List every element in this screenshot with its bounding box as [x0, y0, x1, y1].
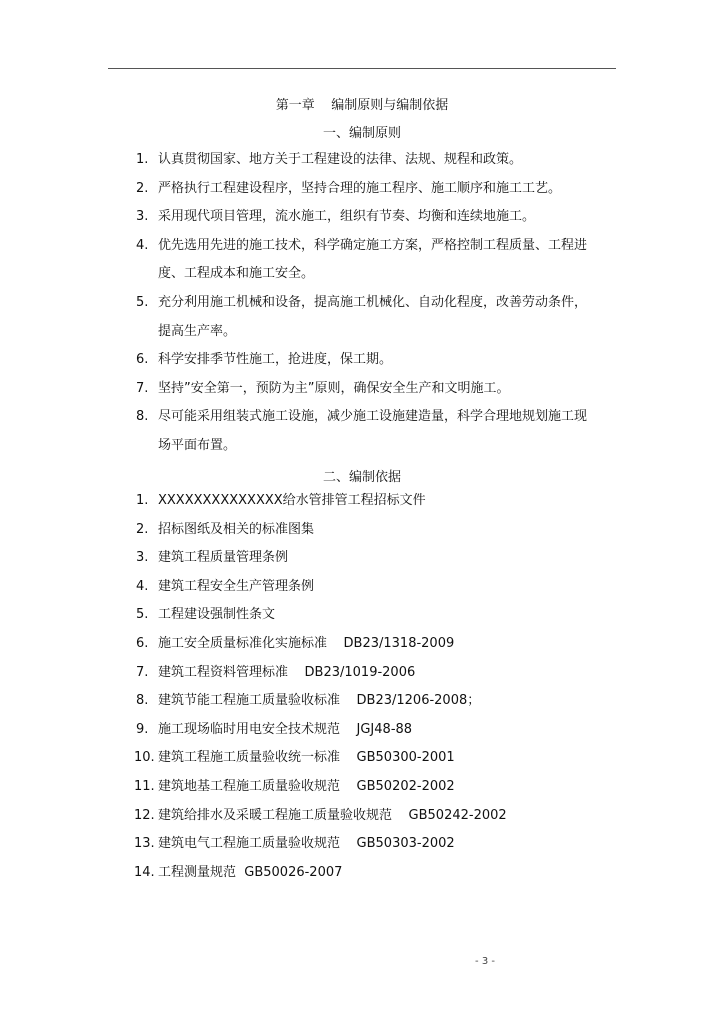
item-number: 9.	[136, 721, 149, 737]
list-item	[136, 573, 596, 602]
item-number: 11.	[134, 778, 155, 794]
chapter-title: 第一章 编制原则与编制依据	[275, 98, 449, 113]
list-item	[136, 516, 596, 545]
item-text: 建筑工程施工质量验收统一标准 GB50300-2001	[158, 750, 455, 766]
list-item	[136, 601, 596, 630]
section-title-basis: 二、编制依据	[322, 470, 401, 485]
item-text: 建筑给排水及采暖工程施工质量验收规范 GB50242-2002	[158, 807, 507, 823]
item-number: 14.	[134, 864, 155, 880]
item-number: 13.	[134, 836, 155, 852]
item-number: 4.	[136, 237, 149, 253]
item-text: 采用现代项目管理，流水施工，组织有节奏、均衡和连续地施工。	[158, 209, 536, 225]
item-number: 5.	[136, 607, 149, 623]
section-title-principles: 一、编制原则	[322, 126, 401, 141]
item-text: 招标图纸及相关的标准图集	[158, 521, 315, 537]
item-text: 充分利用施工机械和设备，提高施工机械化、自动化程度，改善劳动条件，提高生产率。	[158, 294, 588, 339]
item-number: 10.	[134, 750, 155, 766]
item-text: 建筑电气工程施工质量验收规范 GB50303-2002	[158, 836, 455, 852]
item-text: 严格执行工程建设程序，坚持合理的施工程序、施工顺序和施工工艺。	[158, 180, 562, 196]
item-text: XXXXXXXXXXXXXX给水管排管工程招标文件	[158, 493, 426, 508]
item-number: 5.	[136, 294, 149, 310]
item-number: 3.	[136, 209, 149, 225]
page-number: - 3 -	[475, 956, 495, 967]
list-item	[136, 716, 596, 745]
item-number: 6.	[136, 352, 149, 368]
list-item	[136, 232, 596, 289]
item-text: 认真贯彻国家、地方关于工程建设的法律、法规、规程和政策。	[158, 152, 523, 167]
item-text: 建筑工程资料管理标准 DB23/1019-2006	[158, 664, 416, 680]
item-text: 施工现场临时用电安全技术规范 JGJ48-88	[158, 721, 413, 737]
item-text: 坚持”安全第一，预防为主”原则，确保安全生产和文明施工。	[158, 380, 510, 396]
item-text: 建筑地基工程施工质量验收规范 GB50202-2002	[158, 778, 455, 794]
item-text: 建筑工程安全生产管理条例	[158, 578, 315, 594]
list-item	[136, 744, 596, 773]
item-number: 6.	[136, 635, 149, 651]
item-text: 尽可能采用组装式施工设施，减少施工设施建造量，科学合理地规划施工现场平面布置。	[158, 409, 588, 453]
list-item	[136, 375, 596, 404]
list-item	[136, 175, 596, 204]
list-item	[136, 630, 596, 659]
item-text: 工程建设强制性条文	[158, 607, 276, 623]
list-item	[136, 544, 596, 573]
header-rule	[108, 68, 616, 69]
item-text: 施工安全质量标准化实施标准 DB23/1318-2009	[158, 635, 455, 651]
item-number: 1.	[136, 493, 149, 508]
list-item	[136, 346, 596, 375]
list-item	[136, 403, 596, 460]
item-text: 建筑工程质量管理条例	[158, 550, 289, 566]
item-number: 3.	[136, 550, 149, 566]
list-item	[136, 859, 596, 888]
list-item	[136, 802, 596, 831]
item-number: 2.	[136, 180, 149, 196]
item-number: 4.	[136, 578, 149, 594]
item-number: 7.	[136, 664, 149, 680]
list-item	[136, 659, 596, 688]
item-text: 优先选用先进的施工技术，科学确定施工方案，严格控制工程质量、工程进度、工程成本和施工安全。	[158, 237, 588, 282]
item-number: 8.	[136, 693, 149, 709]
item-text: 建筑节能工程施工质量验收标准 DB23/1206-2008；	[158, 693, 481, 709]
list-item	[136, 203, 596, 232]
item-text: 工程测量规范 GB50026-2007	[158, 864, 343, 880]
item-text: 科学安排季节性施工，抢进度，保工期。	[158, 352, 393, 368]
item-number: 2.	[136, 521, 149, 537]
item-number: 1.	[136, 152, 149, 167]
basis-list	[136, 487, 596, 887]
item-number: 7.	[136, 380, 149, 396]
list-item	[136, 487, 596, 516]
list-item	[136, 773, 596, 802]
list-item	[136, 687, 596, 716]
list-item	[136, 830, 596, 859]
list-item	[136, 289, 596, 346]
item-number: 12.	[134, 807, 155, 823]
list-item	[136, 146, 596, 175]
principles-list	[136, 146, 596, 461]
item-number: 8.	[136, 409, 149, 425]
